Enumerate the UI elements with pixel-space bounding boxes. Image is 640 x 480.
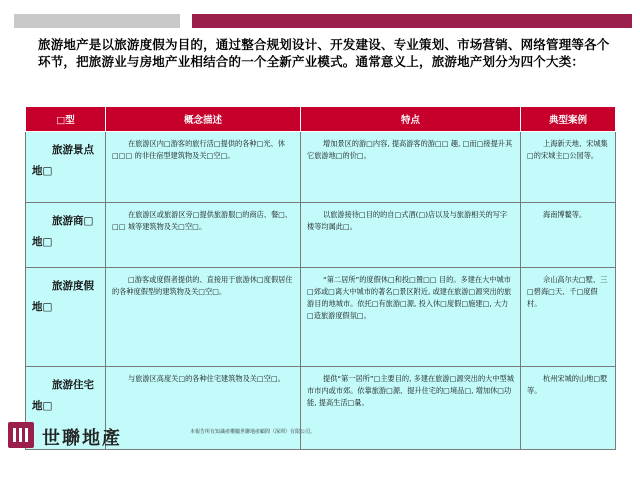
company-brand: 世聯地產 — [42, 428, 122, 449]
type-label: 旅游商□ — [52, 215, 94, 227]
type-cell — [26, 132, 106, 203]
feature-text: “第二居所”的度假休□和投□置□□ 目的。多建在大中城市□郊或□离大中城市的著名□景区附近, 或建在旅游□源突出的旅游目的地城市。依托□有旅游□源, 投入休□度假□施建□, 大力□造旅游度假氛□。 — [307, 275, 512, 320]
concept-cell — [106, 268, 301, 367]
feature-cell — [301, 203, 521, 268]
type-label-suffix: 地□ — [32, 236, 53, 248]
type-label-suffix: 地□ — [32, 165, 53, 177]
feature-text: 以旅游接待□目的的自□式酒(□)店以及与旅游相关的写字楼等均属此□。 — [307, 210, 508, 231]
header-bar-red — [192, 14, 632, 28]
concept-text: 与旅游区高度关□的各种住宅建筑物及关□空□。 — [128, 374, 285, 383]
copyright-note: 本報告所有知識產權屬世聯地產顧問（深圳）有限公司。 — [190, 429, 316, 435]
concept-text: 在旅游区内□游客的旅行活□提供的各种□光、休□□□ 的非住宿型建筑物及关□空□。 — [112, 139, 285, 160]
type-label-suffix: 地□ — [32, 400, 53, 412]
table-row — [26, 132, 616, 203]
feature-cell — [301, 268, 521, 367]
feature-cell — [301, 132, 521, 203]
case-text: 杭州宋城的山地□墅等。 — [527, 374, 608, 395]
type-label: 旅游住宅 — [52, 379, 94, 391]
table-header-row — [26, 107, 616, 132]
type-label: 旅游度假 — [52, 280, 94, 292]
table-row — [26, 268, 616, 367]
intro-paragraph: 旅游地产是以旅游度假为目的，通过整合规划设计、开发建设、专业策划、市场营销、网络管理等各个环节，把旅游业与房地产业相结合的一个全新产业模式。通常意义上，旅游地产划分为四个大类： — [38, 37, 610, 69]
table-row — [26, 203, 616, 268]
company-logo-icon — [8, 422, 34, 448]
header-type: □型 — [26, 107, 106, 132]
case-cell — [521, 268, 616, 367]
header-feature: 特点 — [301, 107, 521, 132]
header-case: 典型案例 — [521, 107, 616, 132]
feature-text: 提供“第一居所”□主要目的, 多建在旅游□源突出的大中型城市市内或市郊。依靠旅游□源、提升住宅的□境品□, 增加休□功能, 提高生活□量。 — [307, 374, 514, 407]
type-label-suffix: 地□ — [32, 301, 53, 313]
case-cell — [521, 367, 616, 450]
concept-cell — [106, 203, 301, 268]
type-label: 旅游景点 — [52, 144, 94, 156]
feature-text: 增加景区的游□内容, 提高游客的游□□ 趣, □而□接提升其它旅游地□的价□。 — [307, 139, 513, 160]
header-concept: 概念描述 — [106, 107, 301, 132]
concept-text: 在旅游区或旅游区旁□提供旅游服□的商店、餐□、□□ 城等建筑物及关□空□。 — [112, 210, 293, 231]
header-bar-gray — [14, 14, 180, 28]
case-cell — [521, 132, 616, 203]
case-text: 海南博鳌等。 — [543, 210, 587, 219]
feature-cell — [301, 367, 521, 450]
case-cell — [521, 203, 616, 268]
tourism-real-estate-table — [25, 106, 616, 450]
case-text: 上海新天地、宋城集□的宋城主□公园等。 — [527, 139, 608, 160]
type-cell — [26, 268, 106, 367]
concept-cell — [106, 367, 301, 450]
concept-text: □游客或度假者提供的、直接用于旅游休□度假居住的各种度假型的建筑物及关□空□。 — [112, 275, 293, 296]
type-cell — [26, 203, 106, 268]
case-text: 佘山高尔夫□墅、三□碧海□天、千□度假村。 — [527, 275, 608, 308]
concept-cell — [106, 132, 301, 203]
